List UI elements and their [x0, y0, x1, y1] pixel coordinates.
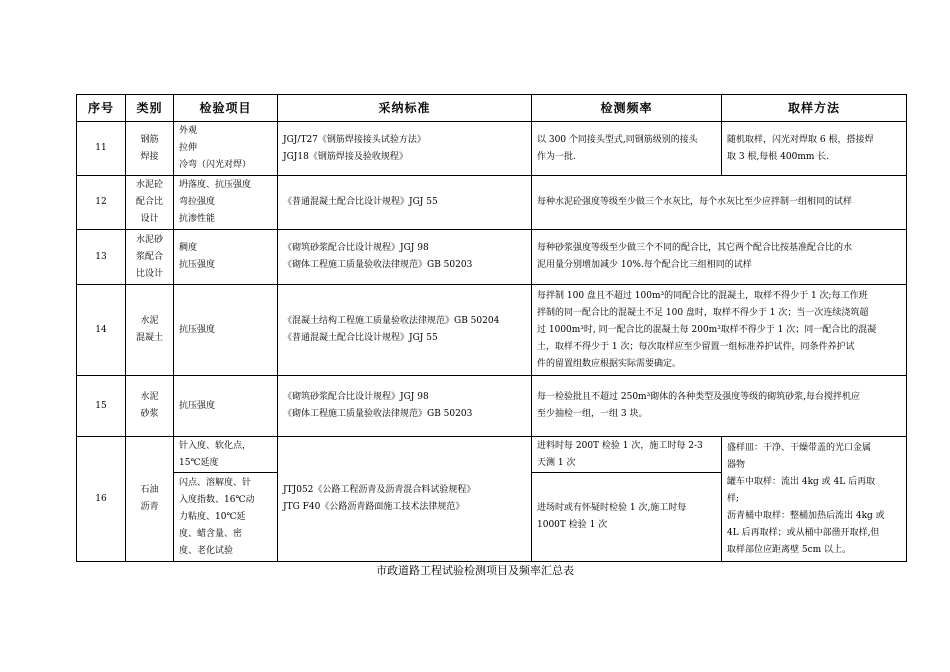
items-sub-bottom: [174, 473, 277, 561]
row-no: 12: [77, 176, 126, 230]
row-frequency: [532, 122, 722, 176]
category-line: 水泥: [140, 392, 159, 402]
frequency-line: 进场时或有怀疑时检验 1 次,施工时每: [537, 503, 687, 513]
frequency-line: 1000T 检验 1 次: [537, 520, 608, 530]
row-standard: [278, 230, 532, 285]
category-line: 混凝土: [135, 333, 163, 343]
item-line: 外观: [179, 126, 198, 136]
frequency-line: 作为一批.: [537, 151, 576, 162]
frequency-line: 每种水泥砼强度等级至少做三个水灰比，每个水灰比至少应拌制一组相同的试样: [537, 197, 853, 207]
item-line: 冷弯（闪光对焊）: [179, 160, 252, 170]
row-category: [126, 285, 174, 376]
row-category: [126, 437, 174, 562]
frequency-line: 至少抽检一组，一组 3 块。: [537, 409, 648, 419]
sampling-line: 取 3 根,每根 400mm 长.: [727, 151, 830, 162]
standard-line: 《普通混凝土配合比设计规程》JGJ 55: [283, 333, 438, 343]
sampling-line: 取样部位应距离壁 5cm 以上。: [727, 544, 852, 555]
item-line: 15℃延度: [179, 457, 219, 468]
row-items: [174, 376, 278, 437]
standard-line: JTJ052《公路工程沥青及沥青混合料试验规程》: [283, 485, 476, 495]
table-header-row: [77, 95, 907, 122]
sampling-line: 沥青桶中取样：整桶加热后流出 4kg 或: [727, 510, 885, 521]
sampling-line: 罐车中取样：流出 4kg 或 4L 后再取: [727, 476, 876, 487]
row-category: [126, 176, 174, 230]
header-standard: 采纳标准: [278, 95, 532, 122]
row-no: 16: [77, 437, 126, 562]
standard-line: 《砌体工程施工质量验收法律规范》GB 50203: [283, 409, 473, 419]
table-row: [77, 437, 907, 562]
item-line: 入度指数、16℃动: [179, 494, 255, 505]
row-no: 13: [77, 230, 126, 285]
item-line: 度、老化试验: [179, 545, 234, 556]
inspection-table: [76, 94, 907, 562]
table-row: [77, 376, 907, 437]
row-standard: [278, 437, 532, 562]
row-standard: [278, 176, 532, 230]
category-line: 石油: [140, 485, 159, 495]
item-line: 抗压强度: [179, 260, 216, 270]
sampling-line: 4L 后再取样；或从桶中部凿开取样,但: [727, 527, 880, 538]
item-line: 力粘度、10℃延: [179, 511, 246, 522]
row-items: [174, 122, 278, 176]
table-row: [77, 230, 907, 285]
header-items: 检验项目: [174, 95, 278, 122]
standard-line: JGJ18《钢筋焊接及验收规程》: [283, 151, 408, 162]
inspection-table-container: [76, 94, 906, 562]
item-line: 拉伸: [179, 143, 198, 153]
category-line: 浆配合: [135, 251, 163, 262]
item-line: 闪点、溶解度、针: [179, 477, 252, 488]
row-standard: [278, 376, 532, 437]
frequency-line: 进料时每 200T 检验 1 次，施工时每 2-3: [537, 440, 703, 451]
table-row: [77, 176, 907, 230]
frequency-line: 以 300 个同接头型式,同钢筋级别的接头: [537, 134, 698, 145]
standard-line: 《普通混凝土配合比设计规程》JGJ 55: [283, 197, 438, 207]
row-category: [126, 122, 174, 176]
items-sub-top: [174, 437, 277, 473]
row-frequency-sampling: [532, 376, 907, 437]
category-line: 比设计: [135, 268, 163, 279]
standard-line: 《砌体工程施工质量验收法律规范》GB 50203: [283, 260, 473, 270]
row-frequency: [532, 437, 722, 562]
row-no: 11: [77, 122, 126, 176]
category-line: 配合比: [135, 197, 163, 207]
table-row: [77, 285, 907, 376]
row-items: [174, 285, 278, 376]
frequency-sub-top: [532, 437, 721, 473]
category-line: 设计: [140, 214, 159, 224]
row-category: [126, 230, 174, 285]
standard-line: JGJ/T27《钢筋焊接接头试验方法》: [283, 134, 426, 145]
item-line: 弯拉强度: [179, 197, 216, 207]
item-line: 抗渗性能: [179, 214, 216, 224]
frequency-line: 土，取样不得少于 1 次；每次取样应至少留置一组标准养护试件，同条件养护试: [537, 341, 855, 352]
frequency-line: 过 1000m³时, 同一配合比的混凝土每 200m³取样不得少于 1 次；同一配合比的混凝: [537, 324, 877, 335]
frequency-line: 件的留置组数应根据实际需要确定。: [537, 358, 682, 369]
standard-line: 《混凝土结构工程施工质量验收法律规范》GB 50204: [283, 316, 500, 326]
table-row: [77, 122, 907, 176]
row-standard: [278, 285, 532, 376]
frequency-line: 每拌制 100 盘且不超过 100m³的同配合比的混凝土，取样不得少于 1 次;每工作班: [537, 290, 868, 301]
item-line: 稠度: [179, 243, 198, 253]
item-line: 抗压强度: [179, 400, 216, 411]
sampling-line: 随机取样，闪光对焊取 6 根，搭接焊: [727, 134, 874, 145]
row-items: [174, 176, 278, 230]
frequency-line: 每种砂浆强度等级至少做三个不同的配合比，其它两个配合比按基准配合比的水: [537, 243, 853, 253]
row-items: [174, 437, 278, 562]
row-frequency-sampling: [532, 285, 907, 376]
header-sampling: 取样方法: [722, 95, 907, 122]
item-line: 度、蜡含量、密: [179, 528, 243, 539]
header-no: 序号: [77, 95, 126, 122]
category-line: 焊接: [140, 151, 159, 162]
category-line: 水泥: [140, 316, 159, 326]
frequency-line: 天测 1 次: [537, 457, 576, 468]
header-category: 类别: [126, 95, 174, 122]
standard-line: 《砌筑砂浆配合比设计规程》JGJ 98: [283, 243, 429, 253]
header-frequency: 检测频率: [532, 95, 722, 122]
frequency-line: 泥用量分别增加减少 10%.每个配合比三组相同的试样: [537, 260, 752, 270]
sampling-line: 样;: [727, 493, 740, 504]
item-line: 针入度、软化点，: [179, 440, 252, 451]
category-line: 沥青: [140, 502, 159, 512]
frequency-sub-bottom: [532, 473, 721, 561]
row-sampling: [722, 437, 907, 562]
row-sampling: [722, 122, 907, 176]
row-no: 14: [77, 285, 126, 376]
frequency-line: 拌制的同一配合比的混凝土不足 100 盘时，取样不得少于 1 次；当一次连续浇筑超: [537, 307, 869, 318]
category-line: 钢筋: [140, 134, 159, 145]
row-frequency-sampling: [532, 230, 907, 285]
standard-line: JTG F40《公路沥青路面施工技术法律规范》: [283, 502, 465, 512]
item-line: 抗压强度: [179, 324, 216, 335]
row-standard: [278, 122, 532, 176]
sampling-line: 器物: [727, 459, 746, 470]
row-no: 15: [77, 376, 126, 437]
sampling-line: 盛样皿：干净、干燥带盖的光口金属: [727, 442, 872, 453]
row-category: [126, 376, 174, 437]
standard-line: 《砌筑砂浆配合比设计规程》JGJ 98: [283, 392, 429, 402]
category-line: 砂浆: [140, 409, 159, 419]
category-line: 水泥砂: [135, 234, 163, 245]
category-line: 水泥砼: [135, 180, 163, 190]
item-line: 坍落度、抗压强度: [179, 180, 252, 190]
frequency-line: 每一检验批且不超过 250m³砌体的各种类型及强度等级的砌筑砂浆,每台搅拌机应: [537, 392, 861, 402]
row-items: [174, 230, 278, 285]
table-caption: 市政道路工程试验检测项目及频率汇总表: [376, 564, 574, 577]
row-frequency-sampling: [532, 176, 907, 230]
